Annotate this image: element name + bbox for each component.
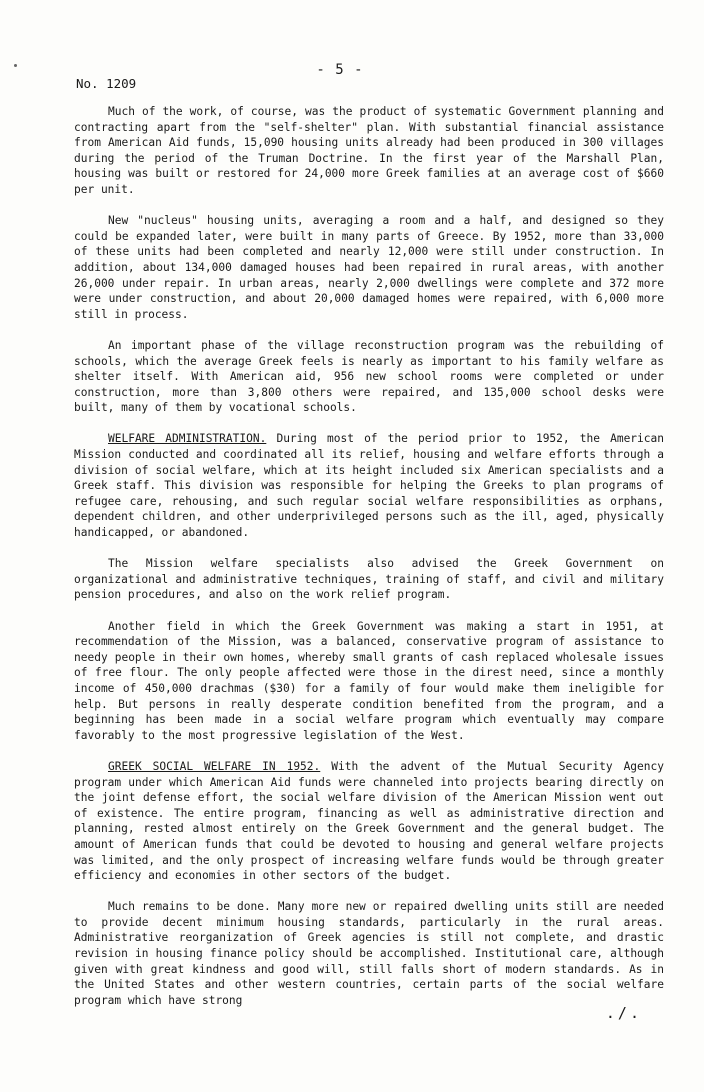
- paragraph-text: During most of the period prior to 1952, the American Mission conducted and coordinated all its relief, housing and welfare efforts through a division of social welfare, which at its height included six American specialists and a Greek staff. This division was responsible for helping the Greeks to plan programs of refugee care, rehousing, and such regular social welfare responsibilities as orphans, dependent children, and other underprivileged persons such as the ill, aged, physically handicapped, or abandoned.: [74, 432, 664, 540]
- paragraph-text: With the advent of the Mutual Security Agency program under which American Aid funds were channeled into projects bearing directly on the joint defense effort, the social welfare division of the American Mission went out of existence. The entire program, financing as well as administrative direction and planning, rested almost entirely on the Greek Government and the general budget. The amount of American funds that could be devoted to housing and general welfare projects was limited, and the only prospect of increasing welfare funds would be through greater efficiency and economies in other sectors of the budget.: [74, 759, 664, 883]
- paragraph: [74, 556, 664, 603]
- paragraph-text: The Mission welfare specialists also advised the Greek Government on organizational and administrative techniques, training of staff, and civil and military pension procedures, and also on the work relief program.: [74, 557, 664, 602]
- paragraph: [74, 431, 664, 540]
- section-heading: WELFARE ADMINISTRATION.: [108, 432, 267, 446]
- paragraph: [74, 899, 664, 1008]
- margin-mark: [14, 64, 17, 67]
- paragraph: [74, 759, 664, 884]
- paragraph: [74, 213, 664, 322]
- paragraph-text: New "nucleus" housing units, averaging a room and a half, and designed so they could be expanded later, were built in many parts of Greece. By 1952, more than 33,000 of these units had been completed and nearly 12,000 were still under construction. In addition, about 134,000 damaged houses had been repaired in rural areas, with another 26,000 under repair. In urban areas, nearly 2,000 dwellings were complete and 372 more were under construction, and about 20,000 damaged homes were repaired, with 6,000 more still in process.: [74, 214, 664, 321]
- section-heading: GREEK SOCIAL WELFARE IN 1952.: [108, 759, 321, 773]
- document-number: No. 1209: [76, 76, 137, 91]
- paragraph-text: Much remains to be done. Many more new or repaired dwelling units still are needed to provide decent minimum housing standards, particularly in the rural areas. Administrative reorganization of Greek agencies is still not complete, and drastic revision in housing finance policy should be accomplished. Institutional care, although given with great kindness and good will, still falls short of modern standards. As in the United States and other western countries, certain parts of the social welfare program which have strong: [74, 900, 664, 1007]
- continuation-mark: ./.: [605, 1004, 642, 1022]
- paragraph-text: An important phase of the village reconstruction program was the rebuilding of schools, which the average Greek feels is nearly as important to his family welfare as shelter itself. With American aid, 956 new school rooms were completed or under construction, more than 3,800 others were repaired, and 135,000 school desks were built, many of them by vocational schools.: [74, 338, 664, 415]
- document-body: [74, 104, 664, 1024]
- paragraph: [74, 338, 664, 416]
- paragraph: [74, 619, 664, 744]
- page-number: - 5 -: [316, 62, 364, 78]
- paragraph: [74, 104, 664, 198]
- paragraph-text: Much of the work, of course, was the product of systematic Government planning and contracting apart from the "self-shelter" plan. With substantial financial assistance from American Aid funds, 15,090 housing units already had been produced in 300 villages during the period of the Truman Doctrine. In the first year of the Marshall Plan, housing was built or restored for 24,000 more Greek families at an average cost of $660 per unit.: [74, 105, 664, 196]
- paragraph-text: Another field in which the Greek Government was making a start in 1951, at recommendation of the Mission, was a balanced, conservative program of assistance to needy people in their own homes, whereby small grants of cash replaced wholesale issues of free flour. The only people affected were those in the direst need, since a monthly income of 450,000 drachmas ($30) for a family of four would make them ineligible for help. But persons in really desperate condition benefited from the program, and a beginning has been made in a social welfare program which eventually may compare favorably to the most progressive legislation of the West.: [74, 619, 664, 742]
